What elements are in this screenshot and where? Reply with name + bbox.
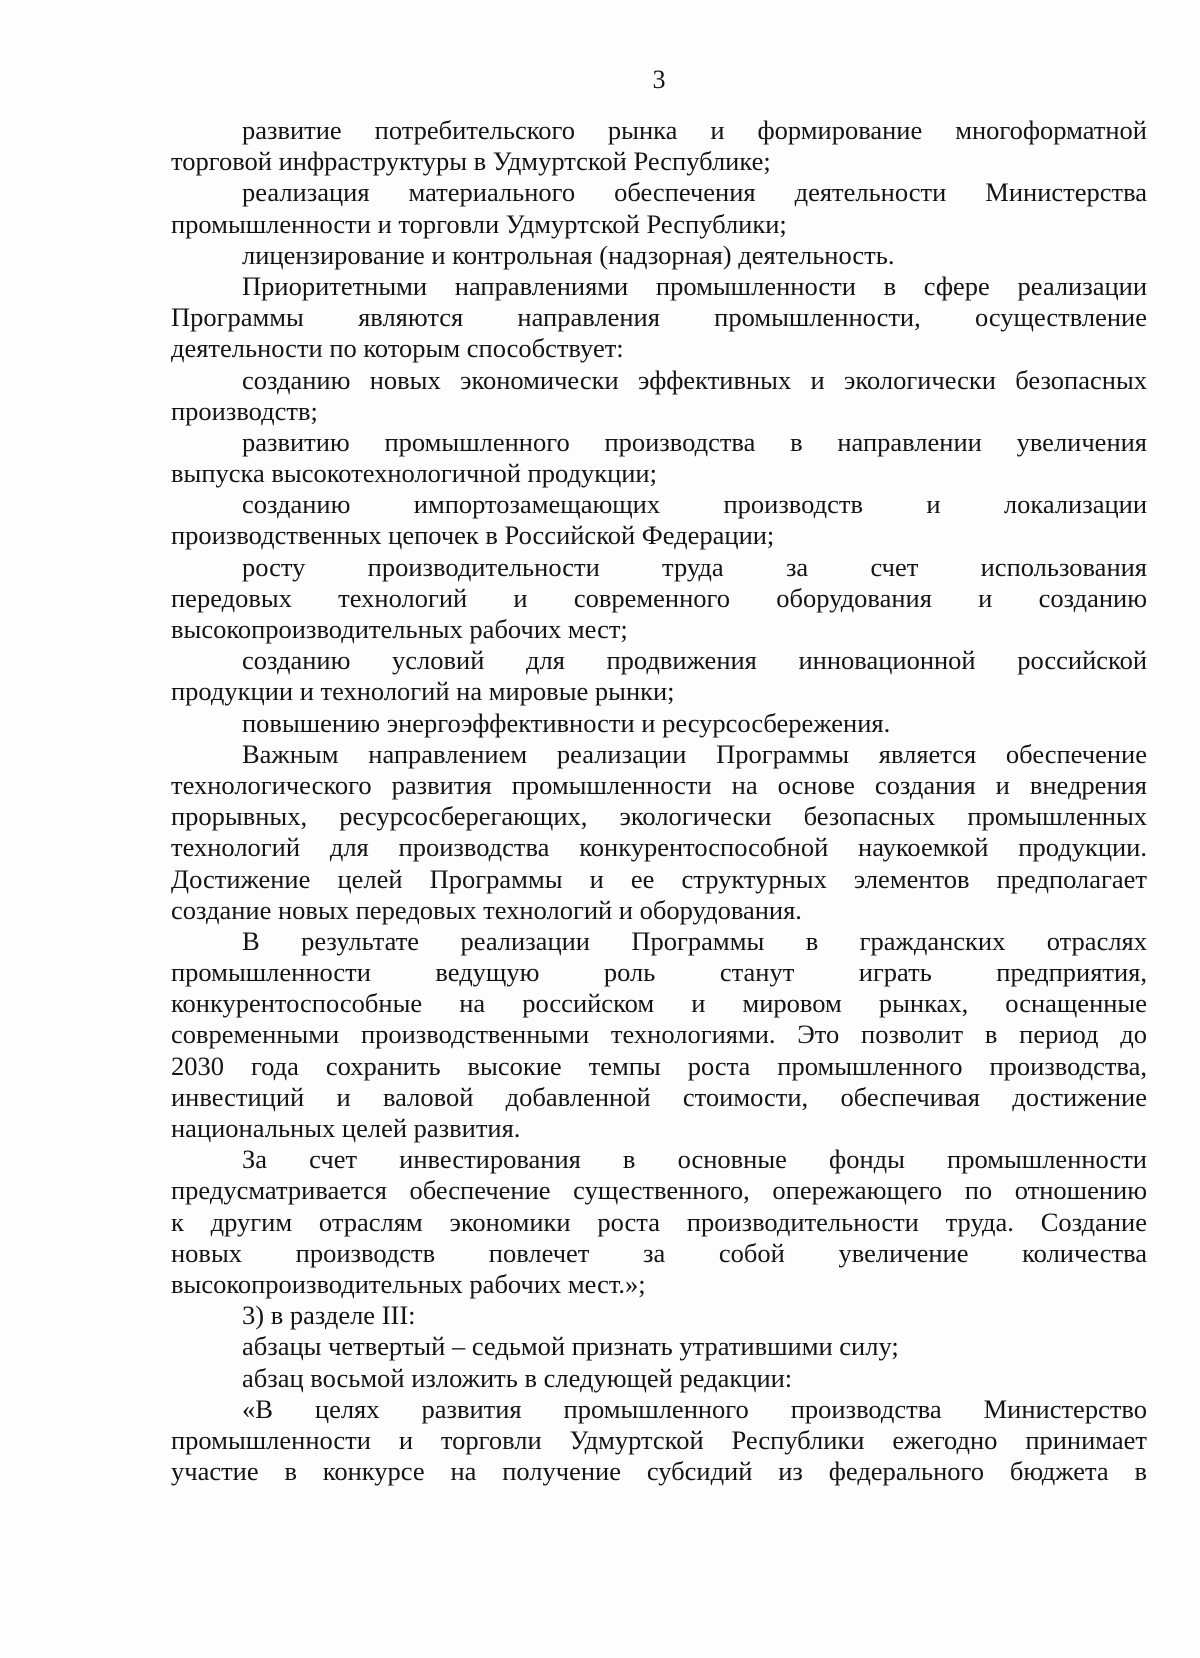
text-line: высокопроизводительных рабочих мест; <box>171 614 628 644</box>
text-line: новых производств повлечет за собой увеличение количества <box>171 1237 1147 1268</box>
text-line: За счет инвестирования в основные фонды промышленности <box>242 1144 1147 1175</box>
text-line: развитию промышленного производства в направлении увеличения <box>242 426 1147 457</box>
text-line: выпуска высокотехнологичной продукции; <box>171 458 657 489</box>
text-line: созданию условий для продвижения инновационной российской <box>242 645 1147 676</box>
text-line: к другим отраслям экономики роста производительности труда. Создание <box>171 1206 1147 1237</box>
text-line: развитие потребительского рынка и формирование многоформатной <box>242 115 1147 145</box>
text-line: повышению энергоэффективности и ресурсосбережения. <box>242 707 891 738</box>
text-line: передовых технологий и современного оборудования и созданию <box>171 582 1147 613</box>
text-line: абзацы четвертый – седьмой признать утратившими силу; <box>242 1331 899 1362</box>
text-line: торговой инфраструктуры в Удмуртской Республике; <box>171 146 771 177</box>
text-line: Важным направлением реализации Программы является обеспечение <box>242 738 1147 769</box>
text-line: 2030 года сохранить высокие темпы роста промышленного производства, <box>171 1050 1147 1081</box>
document-text-body <box>171 115 1147 1487</box>
text-line: конкурентоспособные на российском и мировом рынках, оснащенные <box>171 988 1147 1019</box>
text-line: росту производительности труда за счет использования <box>242 551 1147 582</box>
text-line: производственных цепочек в Российской Федерации; <box>171 520 775 551</box>
text-line: промышленности ведущую роль станут играть предприятия, <box>171 957 1147 988</box>
text-line: созданию импортозамещающих производств и локализации <box>242 489 1147 520</box>
text-line: высокопроизводительных рабочих мест.»; <box>171 1268 646 1299</box>
text-line: инвестиций и валовой добавленной стоимости, обеспечивая достижение <box>171 1081 1147 1112</box>
text-line: национальных целей развития. <box>171 1113 521 1143</box>
text-line: промышленности и торговли Удмуртской Республики ежегодно принимает <box>171 1424 1147 1455</box>
text-line: Программы являются направления промышленности, осуществление <box>171 302 1147 333</box>
text-line: В результате реализации Программы в гражданских отраслях <box>242 925 1147 956</box>
text-line: Приоритетными направлениями промышленности в сфере реализации <box>242 270 1147 301</box>
text-line: участие в конкурсе на получение субсидий из федерального бюджета в <box>171 1456 1147 1487</box>
text-line: 3) в разделе III: <box>242 1300 416 1331</box>
text-line: реализация материального обеспечения деятельности Министерства <box>242 177 1147 208</box>
text-line: продукции и технологий на мировые рынки; <box>171 676 675 707</box>
text-line: производств; <box>171 395 318 426</box>
text-line: предусматривается обеспечение существенного, опережающего по отношению <box>171 1175 1147 1206</box>
text-line: технологий для производства конкурентоспособной наукоемкой продукции. <box>171 832 1147 863</box>
text-line: создание новых передовых технологий и оборудования. <box>171 894 802 925</box>
text-line: абзац восьмой изложить в следующей редакции: <box>242 1362 793 1393</box>
text-line: деятельности по которым способствует: <box>171 333 624 364</box>
text-line: прорывных, ресурсосберегающих, экологически безопасных промышленных <box>171 801 1147 832</box>
page-number: 3 <box>652 65 666 94</box>
text-line: современными производственными технологиями. Это позволит в период до <box>171 1019 1147 1050</box>
text-line: технологического развития промышленности на основе создания и внедрения <box>171 769 1147 800</box>
text-line: Достижение целей Программы и ее структурных элементов предполагает <box>171 863 1147 894</box>
text-line: промышленности и торговли Удмуртской Республики; <box>171 208 787 239</box>
text-line: созданию новых экономически эффективных и экологически безопасных <box>242 364 1147 395</box>
text-line: «В целях развития промышленного производства Министерство <box>242 1393 1147 1424</box>
text-line: лицензирование и контрольная (надзорная) деятельность. <box>242 239 895 270</box>
